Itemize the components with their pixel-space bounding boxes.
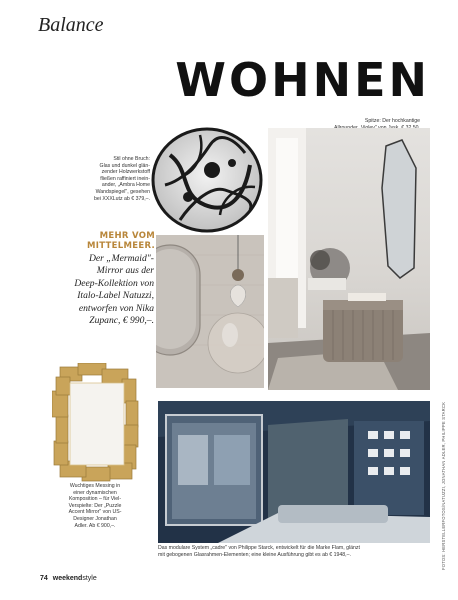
caption-line: mit gebogenen Glasrahmen-Elementen; eine kleine Ausführung gibt es ab € 1948,–. [158,551,351,558]
caption-line: einer dynamischen [73,489,117,496]
caption-mirror-brass [60,483,130,529]
caption-line: Das modulare System „cadre" von Philippe Starck, entwickelt für die Marke Flam, glänzt [158,545,360,551]
section-label: Balance [38,14,104,36]
teaser-text-line: Italo-Label Natuzzi, [77,290,154,302]
caption-line: Wandspiegel", gesehen [95,188,150,195]
teaser-text-line: Der „Mermaid"- [88,253,154,264]
caption-line: Stil ohne Bruch: [113,156,150,162]
mermaid-mirror-photo [156,235,264,388]
brand-bold: weekend [52,575,83,582]
teaser-text-line: Mirror aus der [96,265,154,277]
teaser-text-line: entworfen von Nika [78,302,154,314]
photo-credit [441,401,449,570]
caption-line: Komposition – für Viel- [68,496,122,503]
teaser-heading [73,231,155,251]
photo-credit-text: FOTOS: HERSTELLERFOTOS/NATUZZI, JONATHAN ADLER, PHILIPPE STARCK [441,401,446,570]
brand-light: style [82,575,97,582]
teaser-heading-line: MITTELMEER. [87,241,155,251]
teaser-text-line: Zupanc, € 990,–. [89,315,154,327]
caption-line: Verspielte: Der „Puzzle [68,502,122,509]
round-mosaic-mirror-image [150,125,265,235]
page-number: 74 [40,575,48,582]
caption-line: Wuchtiges Messing in [69,483,121,489]
mirror-system-photo [158,401,430,543]
teaser-text [40,253,154,327]
caption-line: Designer Jonathan [73,515,117,522]
caption-line: ander, „Ambra Home [101,182,150,189]
caption-line: fließen raffiniert inein- [100,175,150,182]
caption-mirror-round [85,156,150,202]
teaser-text-line: Deep-Kollektion von [74,277,154,289]
caption-line: Adler. Ab € 900,–. [74,522,116,529]
caption-line: Spitze: Der hochkantige [364,118,420,124]
living-room-photo [268,128,430,390]
caption-line: bei XXXLutz ab € 379,–. [94,195,150,202]
teaser-heading-line: MEHR VOM [99,231,155,241]
caption-line: Glas und dunkel glän- [99,162,150,169]
page-headline: WOHNEN [175,53,430,107]
caption-line: Accent Mirror" von US- [68,509,122,516]
caption-mirror-system [158,545,430,558]
caption-line: zender Holzwerkstoff [101,169,150,176]
brass-puzzle-mirror-image [52,363,140,483]
page-footer [40,575,97,582]
